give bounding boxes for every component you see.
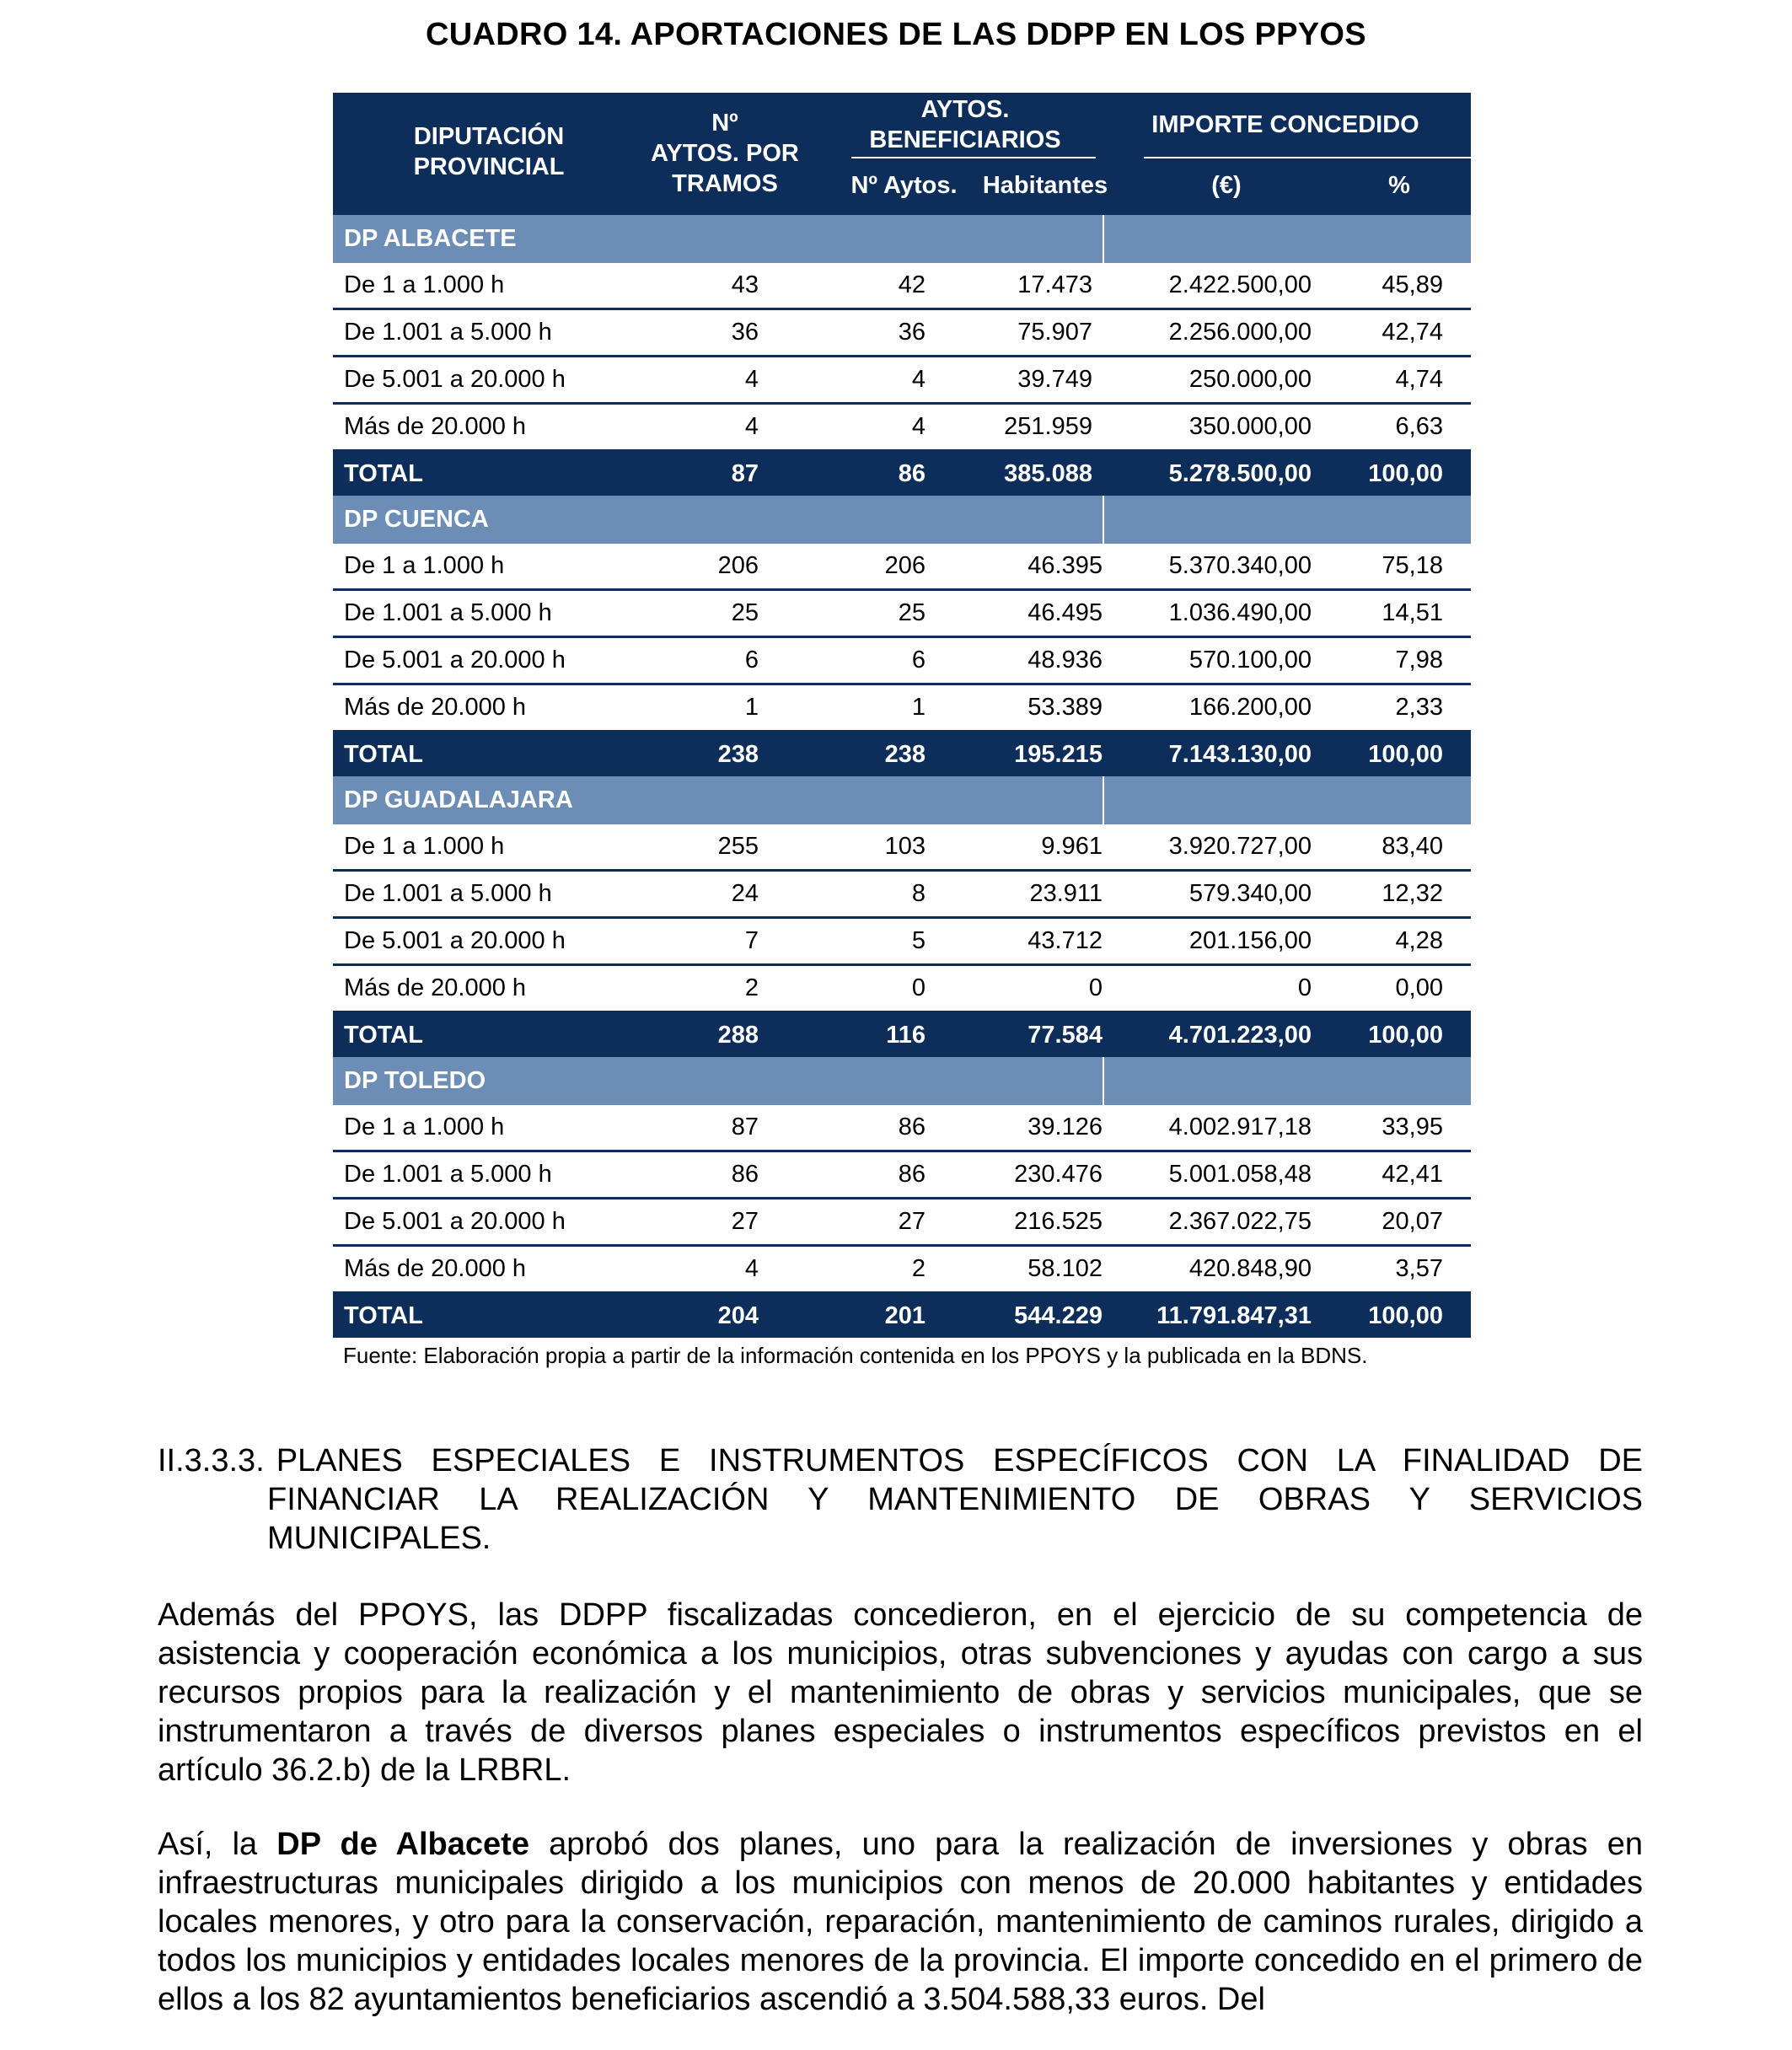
header-aytos-tramos-line2: AYTOS. POR bbox=[651, 140, 799, 167]
section-cell bbox=[759, 215, 926, 263]
cell-aytos: 6 bbox=[744, 647, 759, 673]
cell-beneficiarios: 0 bbox=[911, 974, 926, 1001]
cell-aytos: 2 bbox=[744, 974, 759, 1001]
section-heading-text3: MUNICIPALES. bbox=[267, 1521, 491, 1556]
section-cell bbox=[1103, 1057, 1312, 1105]
cell-aytos: 4 bbox=[744, 1255, 759, 1282]
cell-habitantes: 75.907 bbox=[1017, 319, 1092, 346]
section-name: DP GUADALAJARA bbox=[344, 786, 573, 813]
section-cell bbox=[1312, 1057, 1443, 1105]
cell-tramo: De 5.001 a 20.000 h bbox=[344, 647, 566, 673]
cell-tramo: De 1 a 1.000 h bbox=[344, 1114, 505, 1140]
table-source: Fuente: Elaboración propia a partir de la información contenida en los PPOYS y la publicada en la BDNS. bbox=[343, 1343, 1368, 1368]
cell-importe: 420.848,90 bbox=[1188, 1255, 1312, 1282]
total-beneficiarios: 116 bbox=[886, 1021, 926, 1049]
header-diputacion-line2: PROVINCIAL bbox=[413, 153, 565, 180]
section-cell bbox=[926, 215, 1103, 263]
cell-habitantes: 39.749 bbox=[1017, 366, 1092, 393]
cell-aytos: 86 bbox=[731, 1161, 759, 1188]
cell-percent: 33,95 bbox=[1382, 1114, 1443, 1140]
total-row bbox=[333, 733, 1471, 776]
total-row bbox=[333, 1013, 1471, 1057]
cell-percent: 75,18 bbox=[1382, 552, 1443, 579]
cell-habitantes: 230.476 bbox=[1014, 1161, 1103, 1188]
table-row bbox=[333, 919, 1471, 966]
table-row bbox=[333, 1247, 1471, 1294]
cell-tramo: De 1.001 a 5.000 h bbox=[344, 319, 552, 346]
total-aytos: 204 bbox=[717, 1301, 759, 1329]
table-title: CUADRO 14. APORTACIONES DE LAS DDPP EN LOS PPYOS bbox=[426, 17, 1366, 52]
cell-percent: 14,51 bbox=[1382, 599, 1443, 626]
cell-habitantes: 48.936 bbox=[1027, 647, 1103, 673]
cell-beneficiarios: 86 bbox=[898, 1114, 926, 1140]
cell-importe: 350.000,00 bbox=[1188, 413, 1312, 440]
table-row bbox=[333, 310, 1471, 357]
section-cell bbox=[645, 1057, 759, 1105]
total-label: TOTAL bbox=[344, 459, 423, 487]
cell-tramo: De 1 a 1.000 h bbox=[344, 833, 505, 860]
cell-beneficiarios: 4 bbox=[911, 366, 926, 393]
cell-tramo: Más de 20.000 h bbox=[344, 1255, 527, 1282]
cell-beneficiarios: 8 bbox=[911, 880, 926, 907]
section-cell bbox=[926, 496, 1103, 544]
table-row bbox=[333, 638, 1471, 685]
cell-aytos: 1 bbox=[744, 694, 759, 721]
cell-percent: 42,41 bbox=[1382, 1161, 1443, 1188]
cell-beneficiarios: 6 bbox=[911, 647, 926, 673]
total-aytos: 238 bbox=[717, 740, 759, 768]
paragraph-1: Además del PPOYS, las DDPP fiscalizadas concedieron, en el ejercicio de su competencia de asistencia y cooperación económica a los municipios, otras subvenciones y ayudas con cargo a sus recursos propios para la realización y el mantenimiento de obras y servicios municipales, que se instrumentaron a través de diversos planes especiales o instrumentos específicos previstos en el artículo 36.2.b) de la LRBRL. bbox=[158, 1597, 1643, 1788]
cell-habitantes: 23.911 bbox=[1029, 880, 1103, 907]
total-habitantes: 544.229 bbox=[1014, 1301, 1103, 1329]
cell-percent: 6,63 bbox=[1395, 413, 1443, 440]
cell-tramo: De 5.001 a 20.000 h bbox=[344, 366, 566, 393]
cell-percent: 12,32 bbox=[1382, 880, 1443, 907]
cell-percent: 4,74 bbox=[1395, 366, 1443, 393]
cell-tramo: De 1.001 a 5.000 h bbox=[344, 599, 552, 626]
table-row bbox=[333, 685, 1471, 733]
cell-beneficiarios: 86 bbox=[898, 1161, 926, 1188]
section-cell bbox=[1312, 776, 1443, 824]
cell-percent: 3,57 bbox=[1395, 1255, 1443, 1282]
section-heading-line1 bbox=[158, 1441, 1643, 1480]
table-row bbox=[333, 1199, 1471, 1247]
header-euros: (€) bbox=[1211, 172, 1242, 199]
total-label: TOTAL bbox=[344, 740, 423, 768]
paragraph-2-bold: DP de Albacete bbox=[276, 1827, 529, 1862]
total-label: TOTAL bbox=[344, 1301, 423, 1329]
table-row bbox=[333, 1152, 1471, 1199]
cell-importe: 1.036.490,00 bbox=[1168, 599, 1312, 626]
cell-beneficiarios: 1 bbox=[911, 694, 926, 721]
total-importe: 4.701.223,00 bbox=[1168, 1021, 1312, 1049]
section-cell bbox=[1103, 215, 1312, 263]
table-row bbox=[333, 872, 1471, 919]
table-row bbox=[333, 405, 1471, 452]
total-percent: 100,00 bbox=[1368, 1301, 1443, 1329]
total-habitantes: 77.584 bbox=[1027, 1021, 1103, 1049]
total-habitantes: 385.088 bbox=[1004, 459, 1092, 487]
cell-beneficiarios: 103 bbox=[884, 833, 926, 860]
section-name: DP TOLEDO bbox=[344, 1067, 486, 1094]
cell-aytos: 36 bbox=[731, 319, 759, 346]
paragraph-2 bbox=[158, 1825, 1643, 2019]
section-cell bbox=[1103, 496, 1312, 544]
cell-habitantes: 9.961 bbox=[1041, 833, 1103, 860]
section-number: II.3.3.3. bbox=[158, 1443, 265, 1478]
cell-beneficiarios: 206 bbox=[884, 552, 926, 579]
section-row bbox=[333, 215, 1471, 263]
cell-tramo: De 5.001 a 20.000 h bbox=[344, 927, 566, 954]
cell-aytos: 206 bbox=[717, 552, 759, 579]
paragraph-2-rest: aprobó dos planes, uno para la realización de inversiones y obras en infraestructuras municipales dirigido a los municipios con menos de 20.000 habitantes y entidades locales menores, y otro para la conservación, reparación, mantenimiento de caminos rurales, dirigido a todos los municipios y entidades locales menores de la provincia. El importe concedido en el primero de ellos a los 82 ayuntamientos beneficiarios ascendió a 3.504.588,33 euros. Del bbox=[158, 1827, 1643, 2017]
header-aytos-tramos-line1: Nº bbox=[711, 110, 738, 137]
cell-tramo: De 5.001 a 20.000 h bbox=[344, 1208, 566, 1235]
section-cell bbox=[1312, 215, 1443, 263]
section-cell bbox=[759, 1057, 926, 1105]
total-importe: 5.278.500,00 bbox=[1168, 459, 1312, 487]
total-importe: 7.143.130,00 bbox=[1168, 740, 1312, 768]
table-header bbox=[333, 93, 1471, 215]
cell-importe: 5.001.058,48 bbox=[1168, 1161, 1312, 1188]
total-beneficiarios: 201 bbox=[884, 1301, 926, 1329]
header-percent: % bbox=[1388, 172, 1410, 199]
cell-habitantes: 43.712 bbox=[1027, 927, 1103, 954]
cell-beneficiarios: 5 bbox=[911, 927, 926, 954]
cell-importe: 2.256.000,00 bbox=[1168, 319, 1312, 346]
section-row bbox=[333, 496, 1471, 544]
cell-importe: 3.920.727,00 bbox=[1168, 833, 1312, 860]
cell-tramo: Más de 20.000 h bbox=[344, 413, 527, 440]
header-beneficiarios-line2: BENEFICIARIOS bbox=[869, 126, 1061, 153]
cell-tramo: De 1 a 1.000 h bbox=[344, 271, 505, 298]
table-row bbox=[333, 544, 1471, 591]
cell-aytos: 25 bbox=[731, 599, 759, 626]
cell-tramo: Más de 20.000 h bbox=[344, 694, 527, 721]
section-cell bbox=[645, 496, 759, 544]
cell-aytos: 24 bbox=[731, 880, 759, 907]
section-heading-text2: FINANCIAR LA REALIZACIÓN Y MANTENIMIENTO DE OBRAS Y SERVICIOS bbox=[267, 1482, 1643, 1517]
cell-importe: 4.002.917,18 bbox=[1168, 1114, 1312, 1140]
section-cell bbox=[1103, 776, 1312, 824]
section-cell bbox=[1312, 496, 1443, 544]
cell-habitantes: 251.959 bbox=[1004, 413, 1092, 440]
header-importe: IMPORTE CONCEDIDO bbox=[1151, 111, 1419, 138]
section-name: DP CUENCA bbox=[344, 506, 489, 533]
cell-importe: 250.000,00 bbox=[1188, 366, 1312, 393]
cell-tramo: Más de 20.000 h bbox=[344, 974, 527, 1001]
header-beneficiarios bbox=[839, 94, 1092, 155]
cell-tramo: De 1.001 a 5.000 h bbox=[344, 1161, 552, 1188]
cell-beneficiarios: 42 bbox=[898, 271, 926, 298]
cell-importe: 5.370.340,00 bbox=[1168, 552, 1312, 579]
table-row bbox=[333, 824, 1471, 872]
cell-habitantes: 17.473 bbox=[1017, 271, 1092, 298]
cell-importe: 2.367.022,75 bbox=[1168, 1208, 1312, 1235]
cell-aytos: 43 bbox=[731, 271, 759, 298]
table-body bbox=[333, 215, 1471, 1338]
header-beneficiarios-line1: AYTOS. bbox=[920, 96, 1010, 123]
cell-percent: 0,00 bbox=[1395, 974, 1443, 1001]
cell-importe: 579.340,00 bbox=[1188, 880, 1312, 907]
cell-percent: 2,33 bbox=[1395, 694, 1443, 721]
cell-habitantes: 46.395 bbox=[1027, 552, 1103, 579]
cell-aytos: 7 bbox=[744, 927, 759, 954]
cell-beneficiarios: 27 bbox=[898, 1208, 926, 1235]
cell-habitantes: 46.495 bbox=[1027, 599, 1103, 626]
cell-aytos: 87 bbox=[731, 1114, 759, 1140]
cell-beneficiarios: 2 bbox=[911, 1255, 926, 1282]
section-cell bbox=[926, 1057, 1103, 1105]
cell-beneficiarios: 25 bbox=[898, 599, 926, 626]
total-percent: 100,00 bbox=[1368, 1021, 1443, 1049]
contributions-table bbox=[333, 93, 1471, 1338]
table-row bbox=[333, 966, 1471, 1013]
section-heading-text1: PLANES ESPECIALES E INSTRUMENTOS ESPECÍFICOS CON LA FINALIDAD DE bbox=[276, 1443, 1643, 1478]
paragraph-2-intro: Así, la bbox=[158, 1827, 277, 1862]
section-cell bbox=[759, 496, 926, 544]
header-n-aytos: Nº Aytos. bbox=[850, 172, 958, 199]
cell-aytos: 27 bbox=[731, 1208, 759, 1235]
cell-percent: 20,07 bbox=[1382, 1208, 1443, 1235]
cell-beneficiarios: 4 bbox=[911, 413, 926, 440]
cell-percent: 42,74 bbox=[1382, 319, 1443, 346]
header-diputacion-line1: DIPUTACIÓN bbox=[413, 123, 565, 150]
cell-tramo: De 1.001 a 5.000 h bbox=[344, 880, 552, 907]
cell-aytos: 255 bbox=[717, 833, 759, 860]
header-habitantes: Habitantes bbox=[982, 172, 1108, 199]
section-row bbox=[333, 1057, 1471, 1105]
table-row bbox=[333, 263, 1471, 310]
table-row bbox=[333, 591, 1471, 638]
header-aytos-tramos-line3: TRAMOS bbox=[672, 170, 778, 197]
total-aytos: 87 bbox=[731, 459, 759, 487]
cell-importe: 570.100,00 bbox=[1188, 647, 1312, 673]
cell-percent: 83,40 bbox=[1382, 833, 1443, 860]
table-row bbox=[333, 357, 1471, 405]
section-row bbox=[333, 776, 1471, 824]
cell-beneficiarios: 36 bbox=[898, 319, 926, 346]
total-aytos: 288 bbox=[717, 1021, 759, 1049]
total-beneficiarios: 238 bbox=[884, 740, 926, 768]
cell-importe: 201.156,00 bbox=[1188, 927, 1312, 954]
table-row bbox=[333, 1105, 1471, 1152]
section-cell bbox=[759, 776, 926, 824]
header-divider-beneficiarios bbox=[851, 157, 1096, 158]
header-divider-importe bbox=[1144, 157, 1471, 158]
cell-habitantes: 0 bbox=[1088, 974, 1103, 1001]
total-percent: 100,00 bbox=[1368, 740, 1443, 768]
total-label: TOTAL bbox=[344, 1021, 423, 1049]
cell-importe: 0 bbox=[1297, 974, 1312, 1001]
cell-habitantes: 58.102 bbox=[1027, 1255, 1103, 1282]
cell-percent: 4,28 bbox=[1395, 927, 1443, 954]
total-row bbox=[333, 452, 1471, 496]
cell-tramo: De 1 a 1.000 h bbox=[344, 552, 505, 579]
section-cell bbox=[926, 776, 1103, 824]
total-beneficiarios: 86 bbox=[898, 459, 926, 487]
cell-habitantes: 216.525 bbox=[1014, 1208, 1103, 1235]
cell-habitantes: 39.126 bbox=[1027, 1114, 1103, 1140]
section-heading bbox=[158, 1441, 1643, 1558]
total-percent: 100,00 bbox=[1368, 459, 1443, 487]
cell-habitantes: 53.389 bbox=[1027, 694, 1103, 721]
total-habitantes: 195.215 bbox=[1014, 740, 1103, 768]
total-row bbox=[333, 1294, 1471, 1338]
cell-aytos: 4 bbox=[744, 413, 759, 440]
section-name: DP ALBACETE bbox=[344, 225, 517, 252]
section-cell bbox=[645, 776, 759, 824]
cell-importe: 166.200,00 bbox=[1188, 694, 1312, 721]
section-cell bbox=[645, 215, 759, 263]
header-diputacion bbox=[350, 121, 628, 182]
cell-importe: 2.422.500,00 bbox=[1168, 271, 1312, 298]
cell-aytos: 4 bbox=[744, 366, 759, 393]
cell-percent: 7,98 bbox=[1395, 647, 1443, 673]
total-importe: 11.791.847,31 bbox=[1156, 1301, 1312, 1329]
header-aytos-tramos bbox=[645, 108, 805, 199]
cell-percent: 45,89 bbox=[1382, 271, 1443, 298]
